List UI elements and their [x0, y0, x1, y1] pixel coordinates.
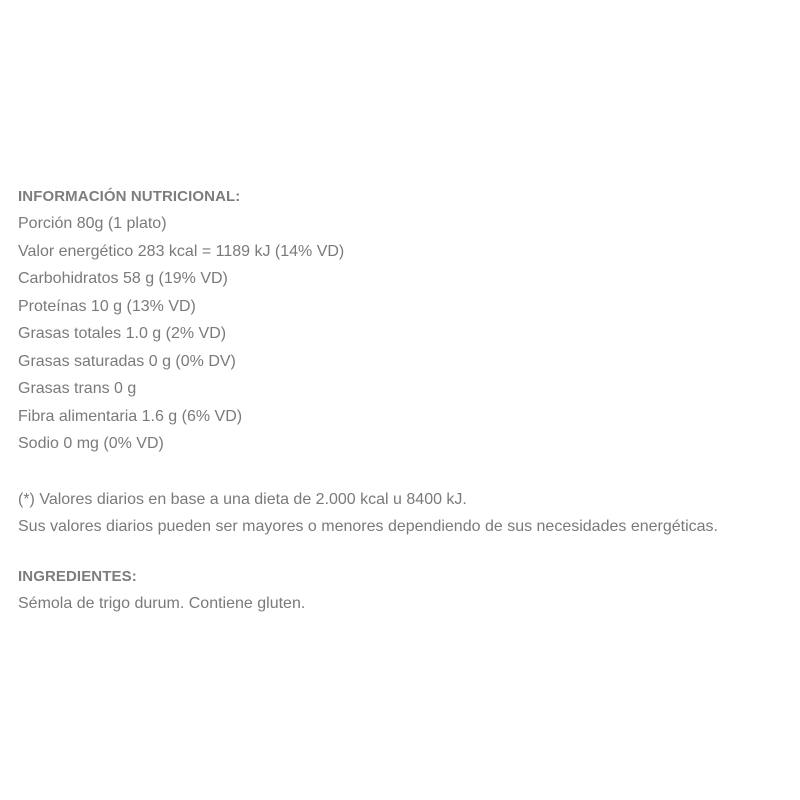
nutrition-line-fiber: Fibra alimentaria 1.6 g (6% VD): [18, 407, 243, 425]
note-line-needs: Sus valores diarios pueden ser mayores o menores dependiendo de sus necesidades energéticas.: [18, 518, 718, 535]
nutrition-line-energy: Valor energético 283 kcal = 1189 kJ (14% VD): [18, 242, 345, 260]
daily-values-note: [18, 486, 788, 541]
ingredients-heading: INGREDIENTES:: [18, 567, 137, 585]
nutrition-line-portion: Porción 80g (1 plato): [18, 215, 167, 232]
product-info: [18, 183, 788, 617]
nutrition-line-sodium: Sodio 0 mg (0% VD): [18, 435, 164, 452]
nutrition-line-protein: Proteínas 10 g (13% VD): [18, 297, 196, 315]
nutrition-heading: INFORMACIÓN NUTRICIONAL:: [18, 188, 241, 205]
nutrition-line-saturated-fat: Grasas saturadas 0 g (0% DV): [18, 352, 236, 370]
spacer: [18, 541, 788, 563]
nutrition-line-trans-fat: Grasas trans 0 g: [18, 380, 137, 397]
nutrition-line-carbs: Carbohidratos 58 g (19% VD): [18, 270, 228, 287]
nutrition-line-total-fat: Grasas totales 1.0 g (2% VD): [18, 325, 227, 342]
note-line-diet: (*) Valores diarios en base a una dieta de 2.000 kcal u 8400 kJ.: [18, 490, 467, 508]
nutrition-list: [18, 210, 788, 458]
ingredients-text: Sémola de trigo durum. Contiene gluten.: [18, 594, 306, 612]
spacer: [18, 458, 788, 486]
